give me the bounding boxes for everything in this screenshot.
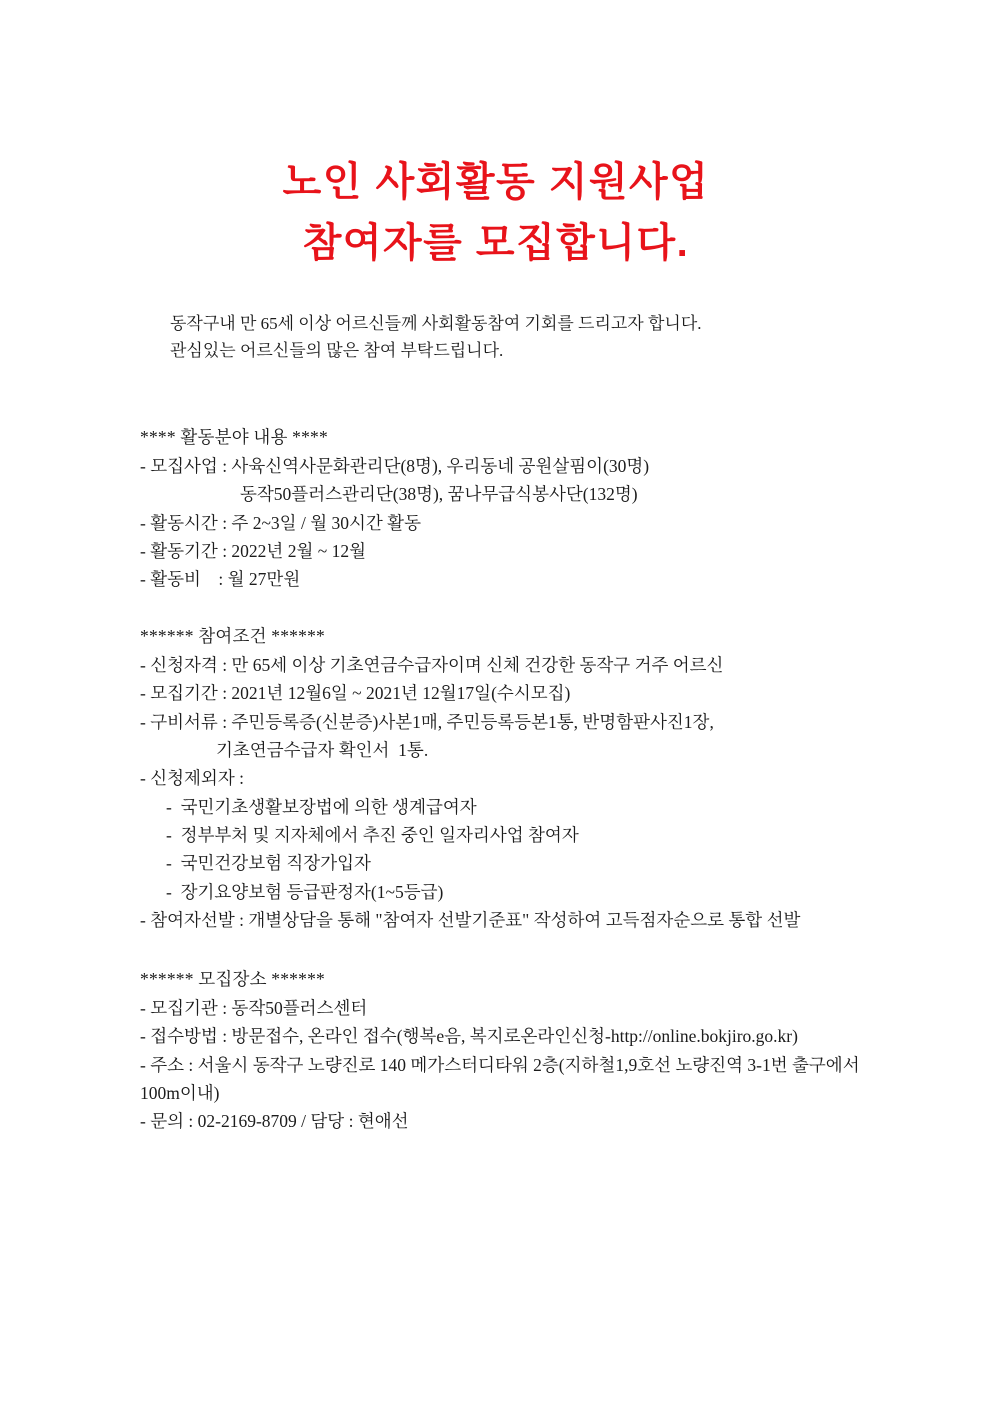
condition-required-documents-line-2: 기초연금수급자 확인서 1통.: [216, 740, 429, 761]
location-address: - 주소 : 서울시 동작구 노량진로 140 메가스터디타워 2층(지하철1,9호선 노량진역 3-1번 출구에서 100m이내): [140, 1054, 864, 1103]
activity-recruitment-projects-line-2: 동작50플러스관리단(38명), 꿈나무급식봉사단(132명): [240, 484, 638, 505]
exclusion-item-4: - 장기요양보험 등급판정자(1~5등급): [166, 881, 444, 902]
section-activity-details: [0, 423, 992, 594]
intro-paragraph: [0, 310, 992, 365]
exclusion-item-2: - 정부부처 및 지자체에서 추진 중인 일자리사업 참여자: [166, 825, 579, 846]
location-contact: - 문의 : 02-2169-8709 / 담당 : 현애선: [140, 1111, 409, 1132]
section-heading-location: ****** 모집장소 ******: [140, 968, 325, 989]
page-title: [0, 0, 992, 274]
location-application-method: - 접수방법 : 방문접수, 온라인 접수(행복e음, 복지로온라인신청-http://online.bokjiro.go.kr): [140, 1026, 798, 1047]
activity-duration: - 활동기간 : 2022년 2월 ~ 12월: [140, 541, 366, 562]
section-participation-conditions: [0, 622, 992, 935]
intro-line-1: 동작구내 만 65세 이상 어르신들께 사회활동참여 기회를 드리고자 합니다.: [170, 313, 702, 333]
activity-stipend: - 활동비 : 월 27만원: [140, 569, 301, 590]
intro-line-2: 관심있는 어르신들의 많은 참여 부탁드립니다.: [170, 341, 504, 361]
activity-hours: - 활동시간 : 주 2~3일 / 월 30시간 활동: [140, 512, 421, 533]
condition-qualification: - 신청자격 : 만 65세 이상 기초연금수급자이며 신체 건강한 동작구 거주 어르신: [140, 655, 724, 676]
section-heading-activity: **** 활동분야 내용 ****: [140, 426, 328, 447]
condition-required-documents-line-1: - 구비서류 : 주민등록증(신분증)사본1매, 주민등록등본1통, 반명함판사진1장,: [140, 711, 714, 732]
section-recruitment-location: [0, 965, 992, 1136]
activity-recruitment-projects-line-1: - 모집사업 : 사육신역사문화관리단(8명), 우리동네 공원살핌이(30명): [140, 456, 650, 476]
condition-exclusions-heading: - 신청제외자 :: [140, 768, 244, 789]
condition-participant-selection: - 참여자선발 : 개별상담을 통해 "참여자 선발기준표" 작성하여 고득점자순으로 통합 선발: [140, 910, 801, 931]
section-heading-conditions: ****** 참여조건 ******: [140, 625, 325, 646]
exclusion-item-1: - 국민기초생활보장법에 의한 생계급여자: [166, 796, 477, 817]
exclusion-item-3: - 국민건강보험 직장가입자: [166, 853, 371, 874]
title-line-2: 참여자를 모집합니다.: [302, 220, 690, 265]
title-line-1: 노인 사회활동 지원사업: [282, 160, 710, 204]
condition-recruitment-period: - 모집기간 : 2021년 12월6일 ~ 2021년 12월17일(수시모집): [140, 683, 571, 704]
location-organization: - 모집기관 : 동작50플러스센터: [140, 997, 368, 1018]
